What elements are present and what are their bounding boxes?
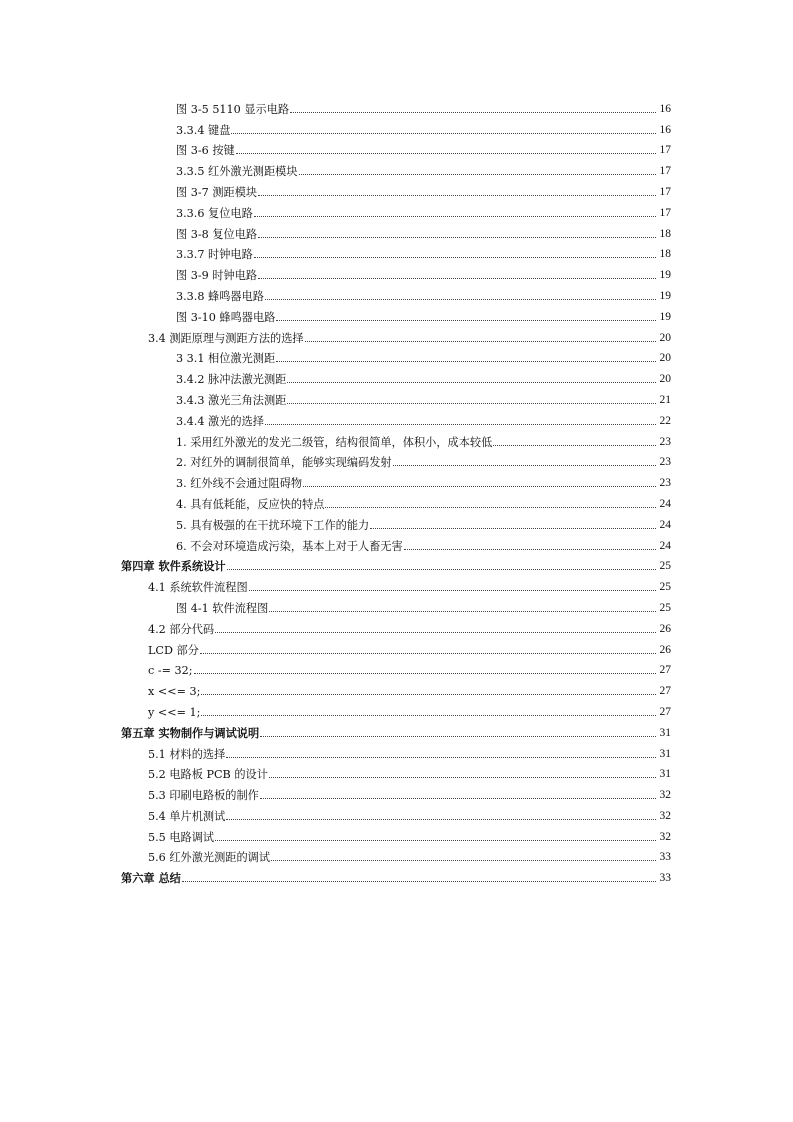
toc-entry[interactable] [176,407,671,428]
toc-dot-leader [258,237,656,238]
toc-dot-leader [215,632,656,633]
toc-dot-leader [260,736,656,737]
toc-dot-leader [265,299,656,300]
toc-dot-leader [201,715,656,716]
toc-dot-leader [287,382,656,383]
toc-page-number: 26 [659,643,671,656]
toc-entry[interactable] [176,282,671,303]
toc-entry-label: 图 3-5 5110 显示电路 [176,102,290,116]
toc-page-number: 26 [659,622,671,635]
toc-entry-label: 5.2 电路板 PCB 的设计 [148,768,268,782]
toc-entry-label: c -= 32; [148,664,193,678]
toc-entry-label: 3.3.6 复位电路 [176,206,253,220]
toc-page-number: 16 [659,123,671,136]
toc-page-number: 19 [659,310,671,323]
toc-entry[interactable] [176,220,671,241]
table-of-contents [0,95,793,885]
toc-page-number: 24 [659,497,671,510]
toc-entry[interactable] [176,261,671,282]
toc-entry-label: 4.2 部分代码 [148,622,215,636]
toc-dot-leader [226,757,656,758]
toc-entry[interactable] [148,802,671,823]
toc-entry[interactable] [148,677,671,698]
toc-entry[interactable] [176,532,671,553]
toc-page-number: 25 [659,560,671,573]
toc-entry-label: 5.1 材料的选择 [148,747,226,761]
toc-entry[interactable] [148,573,671,594]
toc-entry[interactable] [148,615,671,636]
toc-entry[interactable] [176,303,671,324]
toc-entry[interactable] [176,95,671,116]
toc-page-number: 21 [659,393,671,406]
toc-entry-label: 3.3.8 蜂鸣器电路 [176,289,264,303]
toc-entry[interactable] [148,781,671,802]
toc-entry[interactable] [176,428,671,449]
toc-dot-leader [269,611,656,612]
toc-page-number: 17 [659,165,671,178]
toc-entry-label: 3 3.1 相位激光测距 [176,352,276,366]
toc-entry[interactable] [176,511,671,532]
toc-chapter-entry[interactable] [121,864,671,885]
toc-page-number: 19 [659,269,671,282]
toc-entry-label: 3.4 测距原理与测距方法的选择 [148,331,304,345]
toc-entry-label: 1. 采用红外激光的发光二级管，结构很简单，体积小，成本较低 [176,435,493,449]
toc-dot-leader [254,257,656,258]
toc-page-number: 18 [659,248,671,261]
toc-dot-leader [249,590,656,591]
toc-page-number: 18 [659,227,671,240]
toc-dot-leader [325,507,656,508]
toc-page-number: 27 [659,705,671,718]
toc-page-number: 32 [659,809,671,822]
toc-entry[interactable] [176,594,671,615]
toc-entry-label: 3.3.5 红外激光测距模块 [176,165,298,179]
toc-entry-label: 图 3-9 时钟电路 [176,269,258,283]
toc-entry-label: 图 4-1 软件流程图 [176,601,269,615]
toc-page-number: 27 [659,685,671,698]
toc-page-number: 20 [659,373,671,386]
toc-entry-label: LCD 部分 [148,643,199,657]
toc-entry-label: 4. 具有低耗能，反应快的特点 [176,497,325,511]
toc-dot-leader [393,465,656,466]
toc-dot-leader [226,819,656,820]
toc-page-number: 32 [659,830,671,843]
toc-entry[interactable] [176,365,671,386]
toc-dot-leader [200,653,656,654]
toc-entry-label: 图 3-10 蜂鸣器电路 [176,310,276,324]
toc-dot-leader [215,840,656,841]
toc-entry[interactable] [176,469,671,490]
toc-dot-leader [305,341,656,342]
toc-page-number: 16 [659,102,671,115]
toc-entry-label: 3.3.7 时钟电路 [176,248,253,262]
toc-entry-label: 2. 对红外的调制很简单，能够实现编码发射 [176,456,392,470]
toc-dot-leader [269,777,656,778]
toc-entry-label: 5.6 红外激光测距的调试 [148,851,271,865]
toc-page-number: 32 [659,789,671,802]
toc-dot-leader [290,112,656,113]
toc-dot-leader [258,195,656,196]
toc-entry[interactable] [148,698,671,719]
toc-entry[interactable] [176,157,671,178]
toc-entry-label: 第六章 总结 [121,872,181,886]
toc-entry-label: 5. 具有极强的在干扰环境下工作的能力 [176,518,370,532]
toc-page-number: 19 [659,289,671,302]
toc-dot-leader [370,528,656,529]
toc-entry-label: 3.4.3 激光三角法测距 [176,393,287,407]
toc-dot-leader [493,445,656,446]
toc-entry-label: 图 3-6 按键 [176,144,235,158]
toc-page-number: 31 [659,747,671,760]
toc-entry-label: 3.3.4 键盘 [176,123,231,137]
toc-entry[interactable] [148,823,671,844]
toc-entry[interactable] [148,740,671,761]
toc-dot-leader [299,174,656,175]
toc-entry-label: 第五章 实物制作与调试说明 [121,726,260,740]
toc-page-number: 25 [659,601,671,614]
toc-entry[interactable] [148,636,671,657]
toc-entry[interactable] [148,657,671,678]
toc-page-number: 33 [659,851,671,864]
toc-page-number: 24 [659,518,671,531]
toc-entry[interactable] [176,386,671,407]
toc-entry-label: 5.3 印刷电路板的制作 [148,789,259,803]
toc-entry-label: y <<= 1; [148,705,201,719]
toc-entry[interactable] [176,178,671,199]
toc-page-number: 27 [659,664,671,677]
toc-dot-leader [227,569,656,570]
toc-page-number: 17 [659,144,671,157]
toc-entry[interactable] [176,199,671,220]
toc-dot-leader [265,424,656,425]
toc-entry[interactable] [176,241,671,262]
toc-entry-label: x <<= 3; [148,685,201,699]
toc-dot-leader [276,320,656,321]
toc-page-number: 31 [659,726,671,739]
toc-dot-leader [271,860,656,861]
toc-dot-leader [287,403,656,404]
toc-dot-leader [258,278,656,279]
toc-page-number: 17 [659,185,671,198]
toc-entry[interactable] [176,449,671,470]
toc-entry[interactable] [148,844,671,865]
toc-dot-leader [236,153,656,154]
toc-entry-label: 3.4.2 脉冲法激光测距 [176,373,287,387]
toc-page-number: 20 [659,331,671,344]
toc-page-number: 24 [659,539,671,552]
toc-entry-label: 图 3-8 复位电路 [176,227,258,241]
toc-entry-label: 5.5 电路调试 [148,830,215,844]
toc-dot-leader [276,361,656,362]
toc-entry-label: 图 3-7 测距模块 [176,185,258,199]
toc-entry-label: 3. 红外线不会通过阻碍物 [176,477,303,491]
toc-dot-leader [194,673,656,674]
toc-dot-leader [182,881,656,882]
toc-page-number: 20 [659,352,671,365]
toc-page-number: 23 [659,456,671,469]
toc-entry[interactable] [148,324,671,345]
toc-page-number: 17 [659,206,671,219]
toc-chapter-entry[interactable] [121,719,671,740]
toc-page-number: 22 [659,414,671,427]
toc-page-number: 25 [659,581,671,594]
toc-entry-label: 6. 不会对环境造成污染，基本上对于人畜无害 [176,539,403,553]
toc-entry-label: 5.4 单片机测试 [148,809,226,823]
toc-dot-leader [231,133,656,134]
toc-chapter-entry[interactable] [121,553,671,574]
toc-dot-leader [303,486,656,487]
toc-page-number: 23 [659,435,671,448]
toc-entry[interactable] [176,490,671,511]
toc-dot-leader [201,694,656,695]
toc-dot-leader [404,549,656,550]
toc-page-number: 33 [659,872,671,885]
toc-page-number: 23 [659,477,671,490]
toc-page-number: 31 [659,768,671,781]
toc-entry-label: 第四章 软件系统设计 [121,560,226,574]
toc-entry[interactable] [176,116,671,137]
toc-entry[interactable] [148,761,671,782]
toc-entry[interactable] [176,345,671,366]
toc-dot-leader [254,216,656,217]
toc-dot-leader [260,798,656,799]
toc-entry-label: 4.1 系统软件流程图 [148,581,248,595]
toc-entry-label: 3.4.4 激光的选择 [176,414,264,428]
toc-entry[interactable] [176,137,671,158]
